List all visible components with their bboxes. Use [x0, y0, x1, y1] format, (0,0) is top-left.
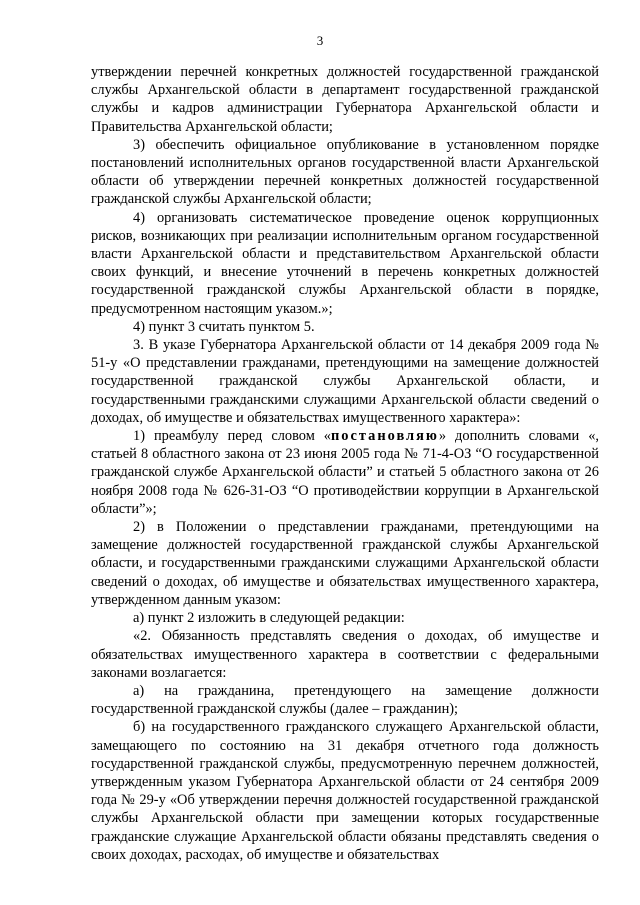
- paragraph-clause-2: «2. Обязанность представлять сведения о доходах, об имуществе и обязательствах имущественного характера в соответствии с федеральными законами возлагается:: [91, 628, 599, 681]
- paragraph-continuation: утверждении перечней конкретных должностей государственной гражданской службы Архангельской области в департамент государственной гражданской службы и кадров администрации Губернатора Архангельской области и Правительства Архангельской области;: [91, 64, 599, 135]
- paragraph-item-4: 4) организовать систематическое проведение оценок коррупционных рисков, возникающих при реализации исполнительным органом государственной власти Архангельской области и представительством Архангельской области своих функций, и внесение уточнений в перечень конкретных должностей государственной гражданской службы Архангельской области в порядке, предусмотренном настоящим указом.»;: [91, 209, 599, 317]
- document-body: [91, 63, 599, 864]
- paragraph-preamble-amendment: [91, 427, 599, 518]
- emphasized-word: постановляю: [331, 428, 439, 445]
- paragraph-item-3: 3) обеспечить официальное опубликование в установленном порядке постановлений исполнительных органов государственной власти Архангельской области об утверждении перечней конкретных должностей государственной гражданской службы Архангельской области;: [91, 136, 599, 208]
- paragraph-regulation-amendment: 2) в Положении о представлении гражданами, претендующими на замещение должностей государственной гражданской службы Архангельской области, и государственными гражданскими служащими Архангельской области сведений о доходах, об имуществе и обязательствах имущественного характера, утвержденном данным указом:: [91, 519, 599, 608]
- paragraph-sub-a: а) пункт 2 изложить в следующей редакции:: [133, 610, 405, 627]
- paragraph-clause-2-a: а) на гражданина, претендующего на замещение должности государственной гражданской службы (далее – гражданин);: [91, 682, 599, 718]
- paragraph-clause-2-b: б) на государственного гражданского служащего Архангельской области, замещающего по состоянию на 31 декабря отчетного года должность государственной гражданской службы, предусмотренную перечнем должностей, утвержденным указом Губернатора Архангельской области от 24 сентября 2009 года № 29-у «Об утверждении перечня должностей государственной гражданской службы Архангельской области при замещении которых государственные гражданские служащие Архангельской области обязаны представлять сведения о своих доходах, расходах, об имуществе и обязательствах: [91, 719, 599, 863]
- preamble-text-after: » дополнить словами «, статьей 8 областного закона от 23 июня 2005 года № 71-4-ОЗ “О государственной гражданской службе Архангельской области” и статьей 5 областного закона от 26 ноября 2008 года № 626-31-ОЗ “О противодействии коррупции в Архангельской области”»;: [91, 428, 599, 517]
- paragraph-item-4-renumber: 4) пункт 3 считать пунктом 5.: [133, 318, 315, 335]
- preamble-text-before: 1) преамбулу перед словом «: [133, 428, 331, 445]
- paragraph-section-3: 3. В указе Губернатора Архангельской области от 14 декабря 2009 года № 51-у «О представлении гражданами, претендующими на замещение должностей государственной гражданской службы Архангельской области, и государственными гражданскими служащими Архангельской области сведений о доходах, об имуществе и обязательствах имущественного характера»:: [91, 337, 599, 426]
- page-number: 3: [316, 33, 324, 48]
